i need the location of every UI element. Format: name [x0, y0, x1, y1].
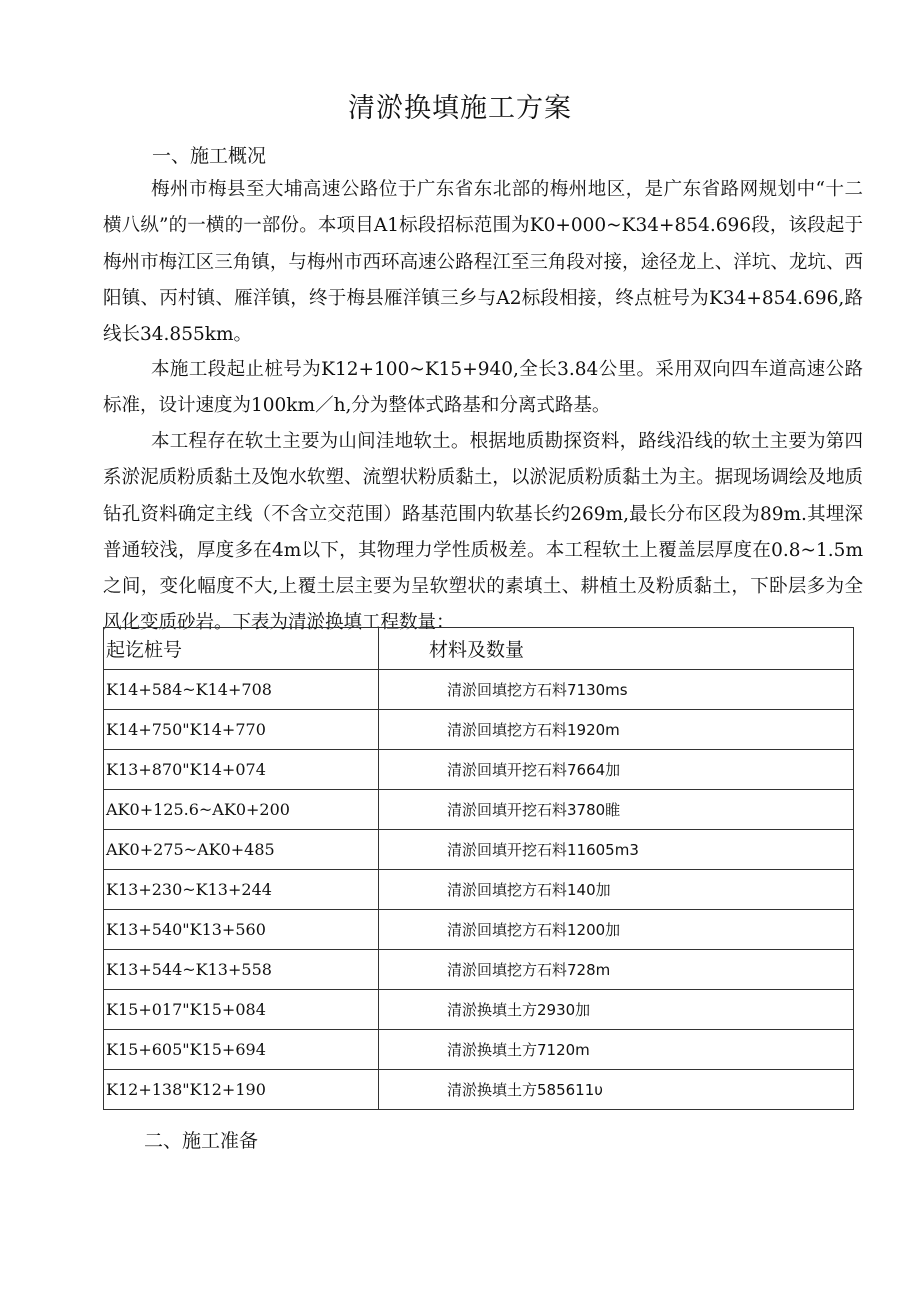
column-header-chainage: 起讫桩号 [104, 628, 379, 670]
chainage-cell: AK0+275~AK0+485 [104, 830, 379, 870]
chainage-cell: K15+605"K15+694 [104, 1030, 379, 1070]
table-row [104, 1070, 854, 1110]
material-quantity-cell: 清淤回填挖方石料1920m [379, 710, 854, 750]
section-heading-overview: 一、施工概况 [152, 145, 267, 167]
material-quantity-cell: 清淤回填挖方石料728m [379, 950, 854, 990]
table-row [104, 950, 854, 990]
material-quantity-cell: 清淤换填土方2930加 [379, 990, 854, 1030]
material-quantity-cell: 清淤回填开挖石料7664加 [379, 750, 854, 790]
paragraph-project-overview: 梅州市梅县至大埔高速公路位于广东省东北部的梅州地区，是广东省路网规划中“十二横八纵”的一横的一部份。本项目A1标段招标范围为K0+000~K34+854.696段，该段起于梅州市梅江区三角镇，与梅州市西环高速公路程江至三角段对接，途径龙上、洋坑、龙坑、西阳镇、丙村镇、雁洋镇，终于梅县雁洋镇三乡与A2标段相接，终点桩号为K34+854.696,路线长34.855km。 [103, 179, 863, 346]
chainage-cell: K15+017"K15+084 [104, 990, 379, 1030]
chainage-cell: K13+870"K14+074 [104, 750, 379, 790]
material-quantity-cell: 清淤换填土方7120m [379, 1030, 854, 1070]
chainage-cell: K14+584~K14+708 [104, 670, 379, 710]
paragraph-section-range: 本施工段起止桩号为K12+100~K15+940,全长3.84公里。采用双向四车道高速公路标准，设计速度为100km／h,分为整体式路基和分离式路基。 [103, 359, 863, 417]
material-quantity-cell: 清淤回填挖方石料140加 [379, 870, 854, 910]
chainage-cell: K13+544~K13+558 [104, 950, 379, 990]
chainage-cell: K14+750"K14+770 [104, 710, 379, 750]
chainage-cell: K12+138"K12+190 [104, 1070, 379, 1110]
table-row [104, 1030, 854, 1070]
table-row [104, 910, 854, 950]
table-row [104, 670, 854, 710]
quantity-table [103, 627, 854, 1110]
table-row [104, 750, 854, 790]
chainage-cell: K13+230~K13+244 [104, 870, 379, 910]
table-row [104, 830, 854, 870]
material-quantity-cell: 清淤换填土方585611υ [379, 1070, 854, 1110]
table-row [104, 870, 854, 910]
material-quantity-cell: 清淤回填开挖石料11605m3 [379, 830, 854, 870]
material-quantity-cell: 清淤回填挖方石料1200加 [379, 910, 854, 950]
section-heading-preparation: 二、施工准备 [144, 1130, 259, 1152]
table-row [104, 710, 854, 750]
table-row [104, 790, 854, 830]
chainage-cell: K13+540"K13+560 [104, 910, 379, 950]
chainage-cell: AK0+125.6~AK0+200 [104, 790, 379, 830]
paragraph-soft-soil: 本工程存在软土主要为山间洼地软土。根据地质勘探资料，路线沿线的软土主要为第四系淤泥质粉质黏土及饱水软塑、流塑状粉质黏土，以淤泥质粉质黏土为主。据现场调绘及地质钻孔资料确定主线（不含立交范围）路基范围内软基长约269m,最长分布区段为89m.其埋深普通较浅，厚度多在4m以下，其物理力学性质极差。本工程软土上覆盖层厚度在0.8~1.5m之间，变化幅度不大,上覆土层主要为呈软塑状的素填土、耕植土及粉质黏土，下卧层多为全风化变质砂岩。下表为清淤换填工程数量： [103, 431, 863, 634]
column-header-material: 材料及数量 [379, 628, 854, 670]
table-row [104, 990, 854, 1030]
document-title: 清淤换填施工方案 [348, 93, 572, 124]
material-quantity-cell: 清淤回填挖方石料7130ms [379, 670, 854, 710]
material-quantity-cell: 清淤回填开挖石料3780睢 [379, 790, 854, 830]
table-header-row [104, 628, 854, 670]
